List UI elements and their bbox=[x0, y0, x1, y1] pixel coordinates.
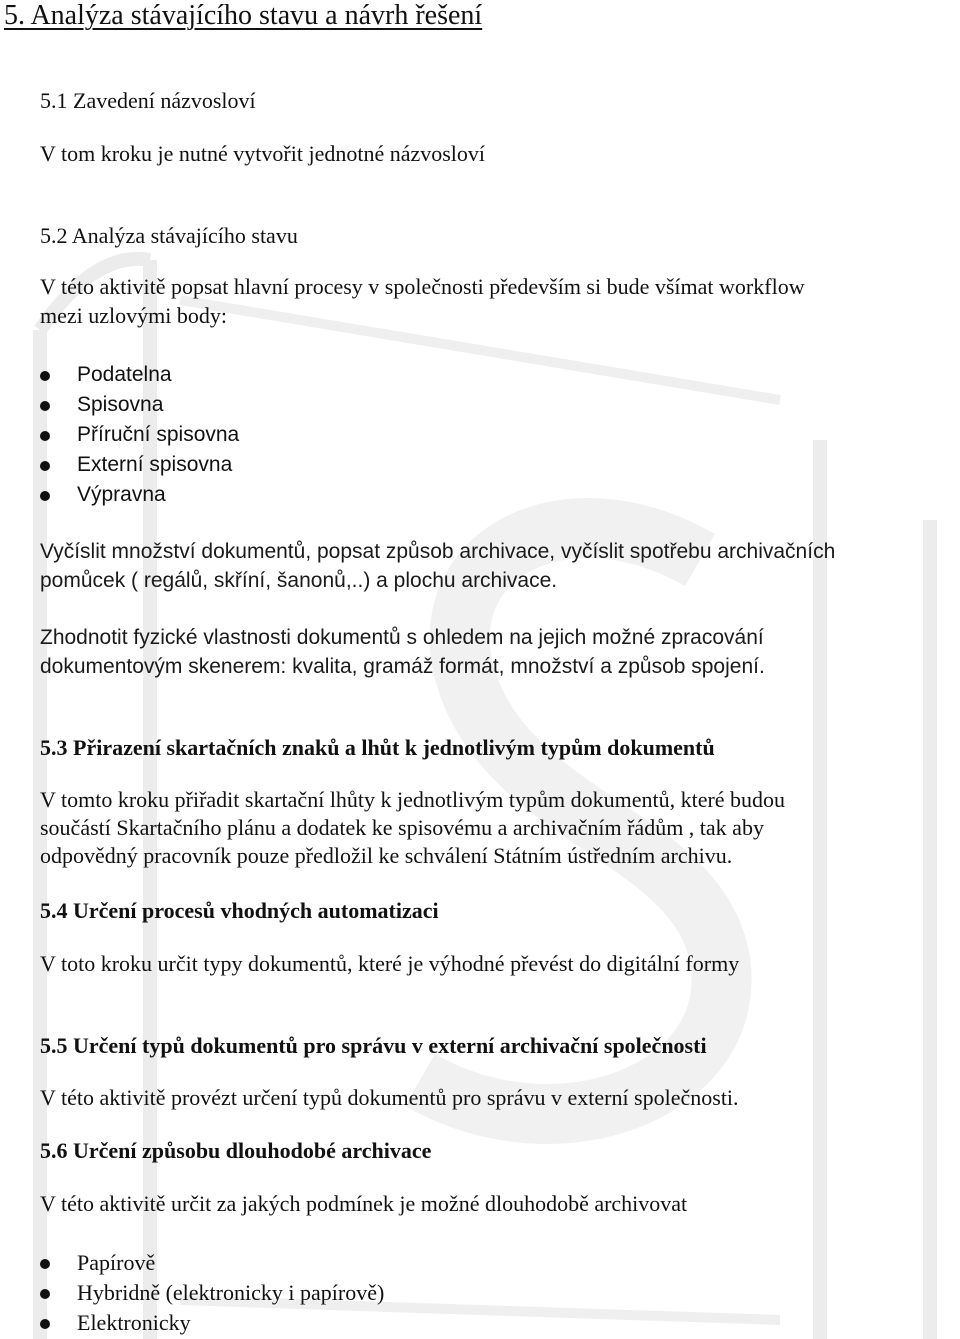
section-5-2-intro-line1: V této aktivitě popsat hlavní procesy v společnosti především si bude všímat workflow bbox=[40, 274, 805, 299]
bullet-icon bbox=[40, 431, 50, 441]
bullet-icon bbox=[40, 491, 50, 501]
section-5-2-para2-line1: Zhodnotit fyzické vlastnosti dokumentů s ohledem na jejich možné zpracování bbox=[40, 626, 764, 649]
list-item-label: Hybridně (elektronicky i papírově) bbox=[77, 1280, 385, 1305]
section-5-1-title: 5.1 Zavedení názvosloví bbox=[40, 88, 256, 113]
chapter-heading: 5. Analýza stávajícího stavu a návrh řešení bbox=[4, 0, 483, 31]
section-5-6-text: V této aktivitě určit za jakých podmínek je možné dlouhodobě archivovat bbox=[40, 1191, 688, 1216]
section-5-1-text: V tom kroku je nutné vytvořit jednotné názvosloví bbox=[40, 141, 486, 166]
section-5-4-text: V toto kroku určit typy dokumentů, které je výhodné převést do digitální formy bbox=[40, 951, 740, 976]
list-item-label: Podatelna bbox=[77, 363, 172, 386]
section-5-2-para1-line1: Vyčíslit množství dokumentů, popsat způsob archivace, vyčíslit spotřebu archivačních bbox=[40, 540, 836, 563]
list-item-label: Papírově bbox=[77, 1250, 156, 1275]
section-5-2-intro-line2: mezi uzlovými body: bbox=[40, 303, 227, 328]
section-5-5-text: V této aktivitě provézt určení typů dokumentů pro správu v externí společnosti. bbox=[40, 1085, 739, 1110]
section-5-2-title: 5.2 Analýza stávajícího stavu bbox=[40, 223, 298, 248]
list-item-label: Příruční spisovna bbox=[77, 423, 240, 446]
bullet-icon bbox=[40, 1319, 50, 1329]
section-5-3-line3: odpovědný pracovník pouze předložil ke schválení Státním ústředním archivu. bbox=[40, 843, 733, 868]
section-5-5-title: 5.5 Určení typů dokumentů pro správu v externí archivační společnosti bbox=[40, 1033, 707, 1058]
section-5-3-line2: součástí Skartačního plánu a dodatek ke spisovému a archivačním řádům , tak aby bbox=[40, 815, 764, 840]
list-item-label: Elektronicky bbox=[77, 1310, 191, 1335]
bullet-icon bbox=[40, 371, 50, 381]
bullet-icon bbox=[40, 401, 50, 411]
section-5-2-para2-line2: dokumentovým skenerem: kvalita, gramáž formát, množství a způsob spojení. bbox=[40, 655, 765, 678]
bullet-icon bbox=[40, 461, 50, 471]
bullet-icon bbox=[40, 1289, 50, 1299]
bullet-icon bbox=[40, 1259, 50, 1269]
list-item-label: Spisovna bbox=[77, 393, 164, 416]
section-5-6-title: 5.6 Určení způsobu dlouhodobé archivace bbox=[40, 1138, 432, 1163]
section-5-3-line1: V tomto kroku přiřadit skartační lhůty k jednotlivým typům dokumentů, které budou bbox=[40, 787, 786, 812]
section-5-2-para1-line2: pomůcek ( regálů, skříní, šanonů,..) a plochu archivace. bbox=[40, 569, 558, 592]
section-5-3-title: 5.3 Přirazení skartačních znaků a lhůt k jednotlivým typům dokumentů bbox=[40, 735, 715, 760]
section-5-4-title: 5.4 Určení procesů vhodných automatizaci bbox=[40, 898, 439, 923]
list-item-label: Výpravna bbox=[77, 483, 166, 506]
list-item-label: Externí spisovna bbox=[77, 453, 233, 476]
